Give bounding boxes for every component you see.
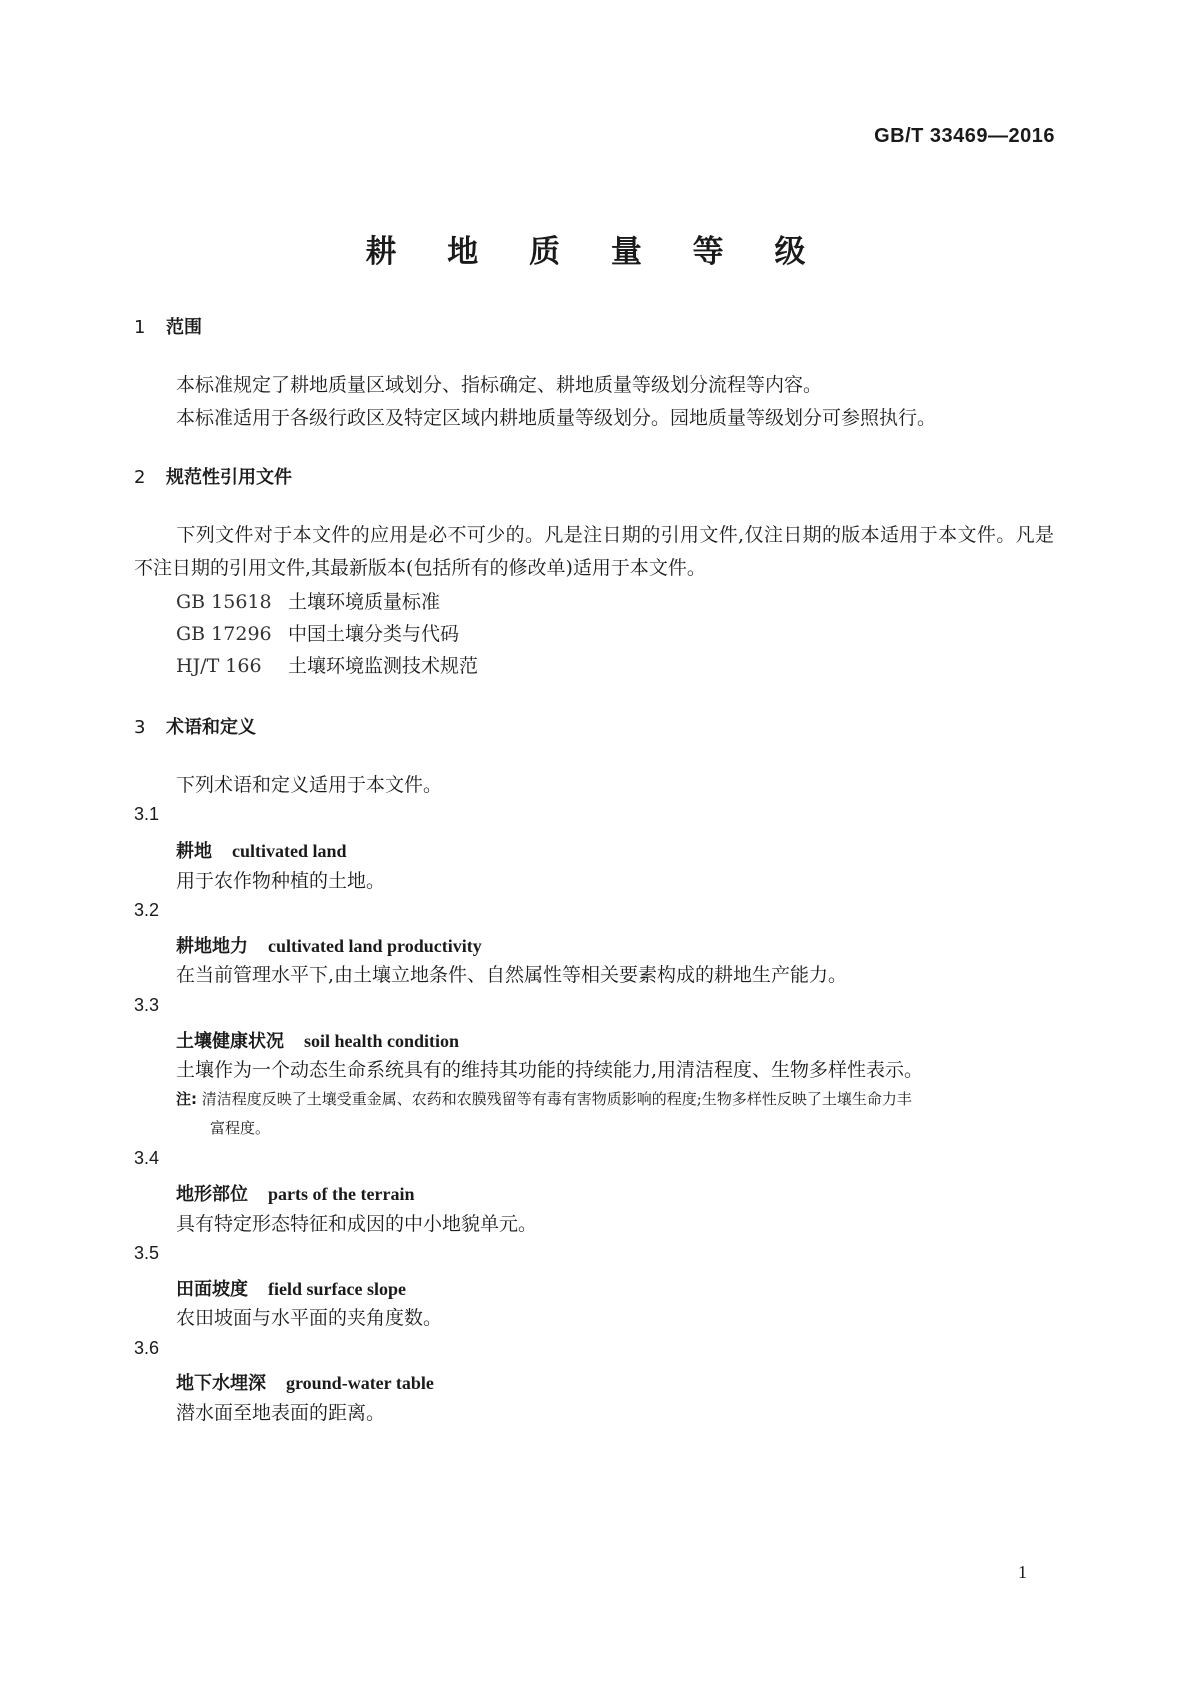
term-name: 地下水埋深 ground-water table [176, 1373, 434, 1394]
section-2-heading [134, 463, 292, 489]
term-definition: 农田坡面与水平面的夹角度数。 [176, 1307, 443, 1329]
term-number: 3.1 [134, 804, 160, 824]
paragraph: 下列文件对于本文件的应用是必不可少的。凡是注日期的引用文件,仅注日期的版本适用于本文件。凡是不注日期的引用文件,其最新版本(包括所有的修改单)适用于本文件。 [134, 524, 1054, 579]
term-name: 耕地 cultivated land [176, 841, 347, 862]
section-number: 2 [134, 467, 146, 488]
paragraph: 本标准适用于各级行政区及特定区域内耕地质量等级划分。园地质量等级划分可参照执行。 [176, 407, 937, 429]
term-number: 3.3 [134, 995, 160, 1015]
reference-code: GB 15618 [176, 591, 272, 613]
section-number: 1 [134, 317, 146, 338]
normative-reference [176, 619, 459, 646]
reference-code: HJ/T 166 [176, 655, 262, 677]
paragraph: 下列术语和定义适用于本文件。 [176, 774, 443, 796]
reference-title: 中国土壤分类与代码 [288, 623, 460, 645]
term-definition: 土壤作为一个动态生命系统具有的维持其功能的持续能力,用清洁程度、生物多样性表示。 [176, 1059, 924, 1081]
term-definition: 潜水面至地表面的距离。 [176, 1402, 386, 1424]
section-title: 规范性引用文件 [166, 467, 292, 488]
section-title: 术语和定义 [166, 717, 256, 738]
normative-reference [176, 587, 440, 614]
section-number: 3 [134, 717, 146, 738]
note-text-continued: 富程度。 [210, 1119, 271, 1137]
term-name: 地形部位 parts of the terrain [176, 1184, 415, 1205]
section-1-heading [134, 313, 202, 339]
reference-title: 土壤环境质量标准 [288, 591, 441, 613]
term-definition: 在当前管理水平下,由土壤立地条件、自然属性等相关要素构成的耕地生产能力。 [176, 964, 848, 986]
term-number: 3.2 [134, 900, 160, 920]
page-number: 1 [1018, 1562, 1027, 1582]
reference-title: 土壤环境监测技术规范 [288, 655, 479, 677]
normative-reference [176, 651, 478, 678]
term-number: 3.4 [134, 1148, 160, 1168]
term-definition: 具有特定形态特征和成因的中小地貌单元。 [176, 1213, 538, 1235]
section-title: 范围 [166, 317, 202, 338]
paragraph: 本标准规定了耕地质量区域划分、指标确定、耕地质量等级划分流程等内容。 [176, 374, 823, 396]
term-number: 3.6 [134, 1338, 160, 1358]
term-name: 耕地地力 cultivated land productivity [176, 936, 482, 957]
section-3-heading [134, 713, 256, 739]
reference-code: GB 17296 [176, 623, 272, 645]
term-name: 田面坡度 field surface slope [176, 1279, 406, 1300]
note-text: 清洁程度反映了土壤受重金属、农药和农膜残留等有毒有害物质影响的程度;生物多样性反映了土壤生命力丰 [201, 1090, 912, 1108]
standard-code: GB/T 33469—2016 [874, 125, 1055, 147]
term-note [176, 1085, 1056, 1143]
term-number: 3.5 [134, 1243, 160, 1263]
term-name: 土壤健康状况 soil health condition [176, 1031, 460, 1052]
note-label: 注: [176, 1090, 197, 1108]
term-definition: 用于农作物种植的土地。 [176, 870, 386, 892]
document-title: 耕 地 质 量 等 级 [365, 234, 826, 270]
